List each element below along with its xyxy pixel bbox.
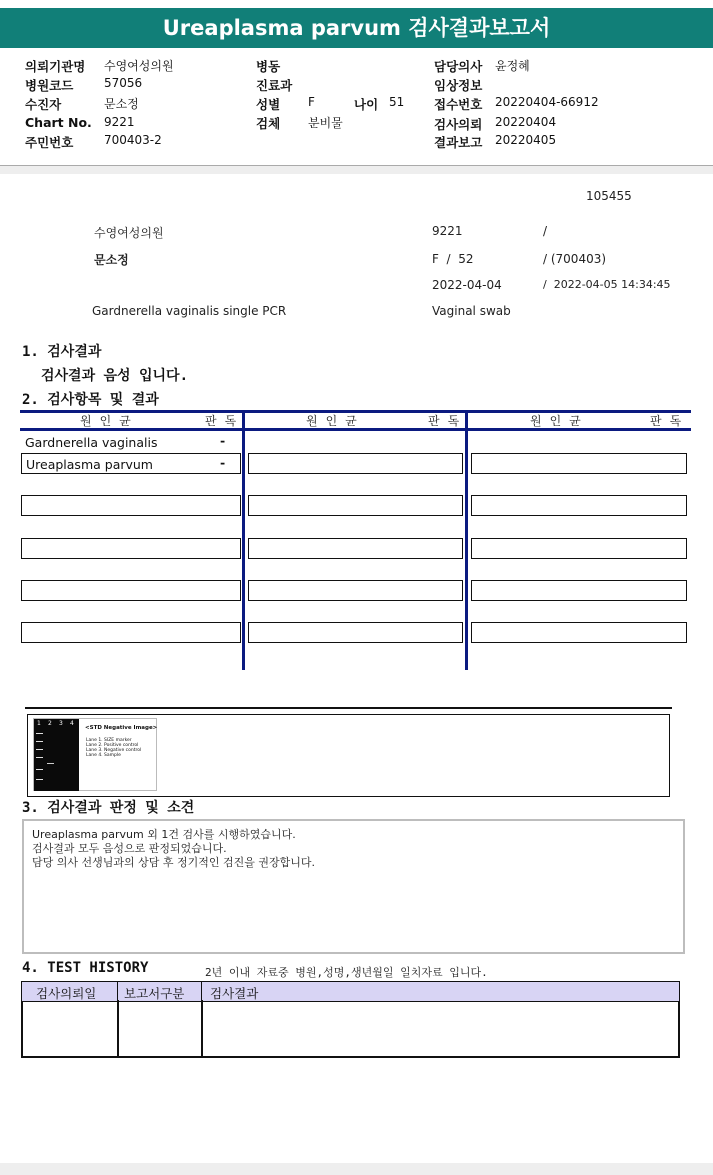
report-sex-age: F / 52 (432, 252, 474, 266)
table-cell (21, 538, 241, 559)
gel-band (36, 769, 43, 770)
column-header-judge: 판독 (650, 414, 690, 428)
table-cell (471, 538, 687, 559)
report-patient: 문소정 (94, 253, 129, 267)
gel-lane-label: 2 (48, 720, 52, 727)
report-specimen: Vaginal swab (432, 304, 511, 318)
section-4-title: 4. TEST HISTORY (22, 960, 149, 976)
section-2-title: 2. 검사항목 및 결과 (22, 392, 159, 408)
report-hospital: 수영여성의원 (94, 226, 164, 240)
header-label: 임상정보 (434, 78, 483, 93)
gel-lane-label: 4 (70, 720, 74, 727)
table-item-name: Ureaplasma parvum (26, 457, 153, 472)
section-3-title: 3. 검사결과 판정 및 소견 (22, 800, 195, 816)
history-header-label: 검사결과 (210, 986, 259, 1001)
header-label: 수진자 (25, 97, 62, 112)
header-value: 윤정혜 (495, 59, 530, 73)
opinion-box (22, 819, 685, 954)
report-id: / (700403) (543, 252, 607, 266)
opinion-line: 검사결과 모두 음성으로 판정되었습니다. (32, 842, 227, 855)
table-cell (248, 495, 463, 516)
table-item-result: - (220, 433, 226, 448)
gel-band (36, 733, 43, 734)
column-header-judge: 판독 (428, 414, 468, 428)
table-cell (248, 538, 463, 559)
column-header-pathogen: 원인균 (530, 414, 589, 428)
gel-band (36, 779, 43, 780)
table-cell (21, 580, 241, 601)
gel-lane-label: 3 (59, 720, 63, 727)
header-value: 700403-2 (104, 133, 162, 147)
specimen-value: 분비물 (308, 116, 343, 130)
gel-band (36, 749, 43, 750)
age-label: 나이 (354, 97, 379, 112)
gel-band (36, 741, 43, 742)
gel-legend-item: Lane 1. SIZE marker (86, 738, 132, 743)
header-value: 20220405 (495, 133, 557, 147)
header-value: 20220404 (495, 115, 557, 129)
header-value: 수영여성의원 (104, 59, 174, 73)
report-received: 2022-04-04 (432, 278, 502, 292)
gel-legend-item: Lane 3. Negative control (86, 748, 142, 753)
gel-legend-item: Lane 4. Sample (86, 753, 121, 758)
gel-band (36, 757, 43, 758)
page-bottom-band (0, 1163, 713, 1175)
gel-band (47, 763, 54, 764)
report-test-name: Gardnerella vaginalis single PCR (92, 304, 287, 318)
opinion-line: 담당 의사 선생님과의 상담 후 정기적인 검진을 권장합니다. (32, 856, 315, 869)
table-item-result: - (220, 455, 226, 470)
dept-label: 진료과 (256, 78, 293, 93)
history-header-cell (201, 981, 680, 1002)
header-value: 9221 (104, 115, 135, 129)
report-slash: / (543, 224, 548, 238)
header-label: 주민번호 (25, 135, 74, 150)
report-title: Ureaplasma parvum 검사결과보고서 (0, 8, 713, 48)
report-number: 105455 (586, 189, 632, 203)
gel-legend-item: Lane 2. Positive control (86, 743, 139, 748)
header-label: 검사의뢰 (434, 117, 483, 132)
report-chart: 9221 (432, 224, 463, 238)
header-label: Chart No. (25, 115, 92, 130)
section-1-result: 검사결과 음성 입니다. (41, 368, 189, 384)
header-label: 결과보고 (434, 135, 483, 150)
table-cell (471, 495, 687, 516)
gel-divider-line (25, 707, 672, 709)
column-header-judge: 판독 (205, 414, 245, 428)
specimen-label: 검체 (256, 116, 281, 131)
table-cell (248, 622, 463, 643)
history-header-label: 보고서구분 (124, 986, 185, 1001)
table-cell (21, 622, 241, 643)
header-value: 문소정 (104, 97, 139, 111)
history-header-label: 검사의뢰일 (36, 986, 97, 1001)
page-divider (0, 165, 713, 174)
gel-lane-label: 1 (37, 720, 41, 727)
table-item-name: Gardnerella vaginalis (25, 435, 158, 450)
sex-value: F (308, 95, 315, 109)
column-header-pathogen: 원인균 (306, 414, 365, 428)
table-cell (248, 453, 463, 474)
table-cell (248, 580, 463, 601)
age-value: 51 (389, 95, 405, 109)
section-1-title: 1. 검사결과 (22, 344, 102, 360)
gel-photo (34, 719, 79, 791)
gel-title: <STD Negative Image> (85, 725, 158, 731)
table-cell (471, 580, 687, 601)
header-label: 의뢰기관명 (25, 59, 86, 74)
header-label: 담당의사 (434, 59, 483, 74)
sex-label: 성별 (256, 97, 281, 112)
section-4-note: 2년 이내 자료중 병원,성명,생년월일 일치자료 입니다. (205, 966, 488, 979)
history-column-divider (117, 1000, 119, 1057)
header-block (0, 48, 713, 165)
header-value: 20220404-66912 (495, 95, 599, 109)
opinion-line: Ureaplasma parvum 외 1건 검사를 시행하였습니다. (32, 828, 296, 841)
report-reported: / 2022-04-05 14:34:45 (543, 278, 671, 291)
ward-label: 병동 (256, 59, 281, 74)
table-column-divider (465, 410, 468, 670)
column-header-pathogen: 원인균 (80, 414, 139, 428)
history-column-divider (201, 1000, 203, 1057)
header-label: 병원코드 (25, 78, 74, 93)
table-column-divider (242, 410, 245, 670)
gel-image-panel (33, 718, 157, 791)
header-label: 접수번호 (434, 97, 483, 112)
table-cell (21, 495, 241, 516)
table-cell (471, 622, 687, 643)
table-cell (471, 453, 687, 474)
header-value: 57056 (104, 76, 143, 90)
